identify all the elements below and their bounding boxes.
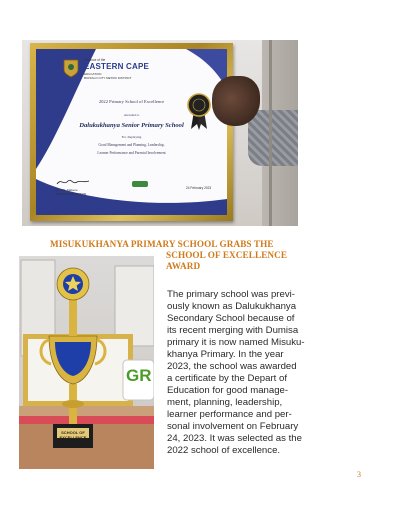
green-logo [132, 181, 148, 187]
for-line: For displaying [121, 135, 142, 139]
province-line: Province of the [84, 58, 106, 62]
article-line: The primary school was previ- [167, 289, 295, 300]
article-line: primary it is now named Misuku- [167, 337, 305, 348]
trophy-photo [19, 256, 154, 469]
signature [56, 177, 90, 187]
page-number: 3 [357, 470, 361, 479]
article-line: its recent merging with Dumisa [167, 325, 299, 336]
certificate-frame [30, 43, 233, 221]
award-title: 2022 Primary School of Excellence [98, 99, 165, 104]
crest-icon [62, 58, 80, 78]
presented-to: Awarded to [123, 113, 140, 117]
gr-sign: GR [126, 366, 152, 385]
article-heading-line3: AWARD [166, 261, 201, 271]
article-line: 24, 2023. It was selected as the [167, 433, 302, 444]
criteria-1: Good Management and Planning, Leadership, [98, 143, 165, 147]
hand [212, 76, 260, 126]
article-line: learner performance and per- [167, 409, 292, 420]
trophy-plaque: SCHOOL OF EXCELLENCE [59, 430, 87, 440]
certificate-date: 24 February 2023 [186, 186, 212, 190]
article-heading-line1: MISUKUKHANYA PRIMARY SCHOOL GRABS THE [50, 239, 274, 249]
article-line: Secondary School because of [167, 313, 295, 324]
district: BUFFALO CITY METRO DISTRICT [84, 76, 132, 80]
article-line: 2022 school of excellence. [167, 445, 281, 456]
school-name: Dalukukhanya Senior Primary School [79, 122, 184, 129]
department: EDUCATION [84, 72, 102, 76]
stand-pole [269, 40, 272, 226]
province-name: EASTERN CAPE [84, 62, 150, 71]
sleeve [248, 110, 298, 166]
article-line: Education for good manage- [167, 385, 289, 396]
article-line: a certificate by the Depart of [167, 373, 287, 384]
criteria-2: Learner Performance and Parental Involvement [97, 151, 166, 155]
article-line: sonal involvement on February [167, 421, 299, 432]
seal-icon [186, 93, 212, 131]
article-body [167, 289, 305, 457]
article-line: 2023, the school was awarded [167, 361, 297, 372]
article-line: ously known as Dalukukhanya [167, 301, 297, 312]
article-heading-line2: SCHOOL OF EXCELLENCE [166, 250, 288, 260]
article-line: khanya Primary. In the year [167, 349, 284, 360]
certificate-paper [36, 49, 227, 215]
article-line: ment, planning, leadership, [167, 397, 283, 408]
certificate-photo [22, 40, 298, 226]
signatory-name: Mr. T.E. Mabece [56, 188, 78, 192]
signatory-title: DISTRICT DIRECTOR [56, 192, 87, 196]
